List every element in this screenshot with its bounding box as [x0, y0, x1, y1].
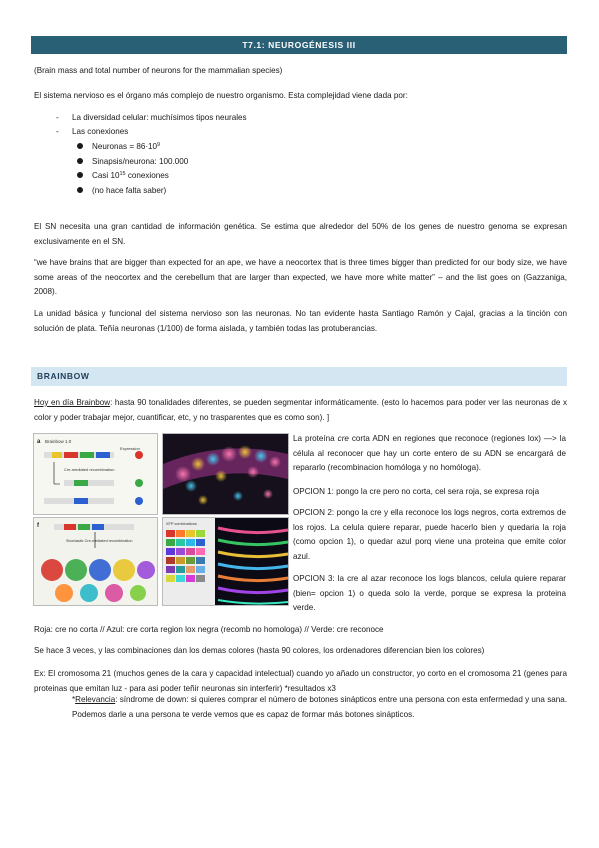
- figure-stochastic-recombination: [33, 517, 158, 606]
- paragraph-genetic: El SN necesita una gran cantidad de información genética. Se estima que alrededor del 50% de los genes de nuestro genoma se expresan exclusivamente en el SN.: [34, 222, 567, 246]
- paragraph-quote: “we have brains that are bigger than expected for an ape, we have a neocortex that is three times bigger than predicted for our body size, we have some areas of the neocortex and the cerebellum that are larger than expected, we have more white matter” – and the list goes on (Gazzaniga, 2008).: [34, 258, 567, 296]
- construct-diagram: [34, 434, 157, 514]
- expression-dot-red: [135, 451, 143, 459]
- underlined-term: Relevancia: [75, 695, 116, 704]
- color-summary: Roja: cre no corta // Azul: cre corta region lox negra (recomb no homologa) // Verde: cre reconoce: [34, 625, 384, 634]
- bullet-icon: [77, 172, 83, 178]
- expression-dot-blue: [135, 497, 143, 505]
- xfp-combination-image: [163, 518, 288, 605]
- cre-term: cre: [337, 434, 349, 443]
- page-title: T7.1: NEUROGÉNESIS III: [31, 36, 567, 54]
- list-item-text: La diversidad celular: muchísimos tipos neurales: [72, 113, 247, 122]
- gene-block: [52, 452, 62, 458]
- gene-block: [80, 452, 94, 458]
- option-1: OPCION 1: pongo la cre pero no corta, cel sera roja, se expresa roja: [293, 487, 540, 496]
- sub-list-item: [77, 169, 169, 183]
- sub-item-text: Sinapsis/neurona: 100.000: [92, 157, 189, 166]
- cre-text-c: corta ADN en regiones que reconoce (regiones lox) —> la célula al reconocer que hay un corte entero de su ADN se encargará de repararlo (recombinacion homóloga y no homóloga).: [293, 434, 566, 472]
- bullet-icon: [77, 187, 83, 193]
- option-3: OPCION 3: la cre al azar reconoce los logs blancos, celula quiere reparar (bien= opcion 1) o queda solo la verde, porque se expresa la proteina verde.: [293, 574, 566, 612]
- list-item: [56, 125, 128, 139]
- cre-text-a: La proteína: [293, 434, 338, 443]
- stochastic-diagram: [34, 518, 157, 605]
- bullet-icon: [77, 143, 83, 149]
- cre-explanation: [293, 432, 566, 476]
- superscript: 15: [119, 171, 126, 177]
- paragraph-neurons: La unidad básica y funcional del sistema nervioso son las neuronas. No tan evidente hasta Santiago Ramón y Cajal, gracias a la tinción con solución de plata. Teñía neuronas (1/100) de forma aislada, y también todas las protuberancias.: [34, 309, 567, 333]
- expression-dot-green: [135, 479, 143, 487]
- figure-a-title: Brainbow 1.0: [45, 439, 72, 444]
- sub-item-text: Neuronas = 86·10: [92, 142, 158, 151]
- figure-xfp-combinations: [162, 517, 289, 606]
- gene-block: [96, 452, 110, 458]
- example-chromosome: Ex: El cromosoma 21 (muchos genes de la cara y capacidad intelectual) cuando yo añado un constructor, yo corto en el cromosoma 21 (genes para proteinas que emitan luz - para asi poder teñir neuronas sin interferir) *resultados x3: [34, 669, 567, 693]
- option-2: OPCION 2: pongo la cre y ella reconoce los logs negros, corta extremos de los rojos. La celula quiere reparar, puede hacerlo bien y quedaria la roja (como opcion 1), o quedar azul porq viene una proteina que emite color azul.: [293, 508, 566, 561]
- bullet-icon: [77, 158, 83, 164]
- dash-marker: -: [56, 113, 59, 122]
- list-item-text: Las conexiones: [72, 127, 129, 136]
- sub-item-text-after: conexiones: [125, 171, 169, 180]
- micrograph-image: [163, 434, 288, 514]
- combinations-note: Se hace 3 veces, y las combinaciones dan los demas colores (hasta 90 colores, los ordenadores diferencian bien los colores): [34, 646, 485, 655]
- figure-a-label: a: [37, 439, 41, 445]
- sub-list-item: [77, 155, 188, 169]
- intro-note: (Brain mass and total number of neurons for the mammalian species): [34, 66, 283, 75]
- sub-list-item: [77, 184, 166, 198]
- figure-f-label: f: [37, 523, 39, 529]
- dna-construct-mid: [64, 480, 114, 486]
- underlined-term: Hoy en día Brainbow: [34, 398, 111, 407]
- expression-label: Expression: [120, 446, 140, 451]
- gene-block: [74, 498, 88, 504]
- recombination-label: Cre-mediated recombination: [64, 467, 115, 472]
- list-item: [56, 111, 247, 125]
- relevance-note: [72, 693, 567, 722]
- gene-block: [74, 480, 88, 486]
- relevance-text: : síndrome de down: si quieres comprar el número de botones sinápticos entre una persona con esta enfermedad y una sana. Podemos darle a una persona te verde vemos que es capaz de formar más botones sinápticos.: [72, 695, 567, 719]
- brainbow-intro: [34, 396, 567, 425]
- brainbow-intro-text: : hasta 90 tonalidades diferentes, se pueden segmentar informáticamente. (esto lo hacemos para poder ver las neuronas de x color y poder trabajar mejor, cuantificar, etc, y no trasparentes que es como son). ]: [34, 398, 567, 422]
- sub-item-text: (no hace falta saber): [92, 186, 167, 195]
- intro-lead: El sistema nervioso es el órgano más complejo de nuestro organismo. Esta complejidad viene dada por:: [34, 91, 408, 100]
- figure-brainbow-construct: [33, 433, 158, 515]
- sub-item-text: Casi 10: [92, 171, 120, 180]
- superscript: 9: [157, 142, 161, 148]
- figure-brainbow-micrograph-top: [162, 433, 289, 515]
- asterisk: *: [72, 695, 76, 704]
- dash-marker: -: [56, 127, 59, 136]
- stochastic-label: Stochastic Cre-mediated recombination: [66, 539, 133, 543]
- gene-block: [64, 452, 78, 458]
- sub-list-item: [77, 140, 160, 154]
- section-title-brainbow: BRAINBOW: [31, 367, 567, 386]
- legend-title: XFP combinations: [166, 522, 197, 526]
- arrow-icon: [54, 462, 60, 484]
